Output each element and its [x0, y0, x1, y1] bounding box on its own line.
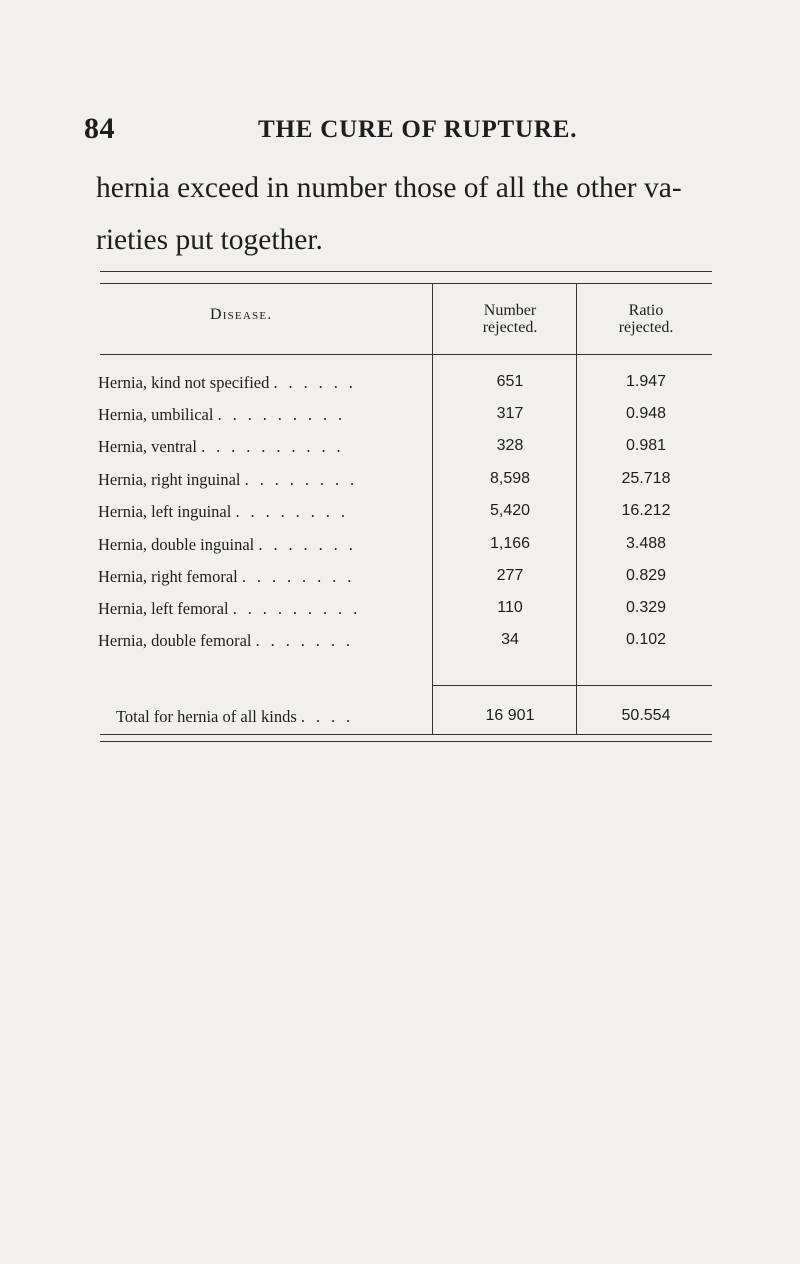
number-header-line-2: rejected.	[482, 319, 538, 336]
row-label: Hernia, double femoral . . . . . . .	[98, 631, 354, 650]
total-label: Total for hernia of all kinds . . . .	[116, 707, 354, 726]
row-number: 8,598	[489, 470, 531, 487]
row-label: Hernia, right inguinal . . . . . . . .	[98, 470, 358, 489]
table-row	[0, 631, 800, 657]
body-line-2: rieties put together.	[96, 224, 323, 256]
row-number: 110	[497, 599, 523, 616]
body-line-1: hernia exceed in number those of all the other va-	[96, 172, 682, 204]
total-number: 16 901	[485, 707, 535, 724]
row-label: Hernia, left inguinal . . . . . . . .	[98, 502, 349, 521]
row-number: 651	[496, 373, 524, 390]
row-label: Hernia, ventral . . . . . . . . . .	[98, 437, 345, 456]
row-label: Hernia, double inguinal . . . . . . .	[98, 535, 357, 554]
ratio-header-line-1: Ratio	[628, 302, 664, 319]
ratio-header-line-2: rejected.	[618, 319, 674, 336]
table-row	[0, 599, 800, 625]
table-bottom-rule-2	[100, 741, 712, 742]
table-row	[0, 567, 800, 593]
disease-column-header: Disease.	[210, 306, 273, 323]
row-ratio: 0.981	[625, 437, 667, 454]
table-row	[0, 470, 800, 496]
table-row	[0, 405, 800, 431]
table-top-rule	[100, 271, 712, 272]
row-number: 1,166	[489, 535, 531, 552]
row-ratio: 3.488	[625, 535, 667, 552]
table-row	[0, 535, 800, 561]
table-bottom-rule	[100, 734, 712, 735]
total-row	[0, 707, 800, 733]
row-label: Hernia, umbilical . . . . . . . . .	[98, 405, 346, 424]
row-number: 317	[496, 405, 524, 422]
page-number: 84	[84, 112, 115, 145]
row-ratio: 0.329	[625, 599, 667, 616]
table-row	[0, 437, 800, 463]
row-number: 34	[501, 631, 519, 648]
row-label: Hernia, left femoral . . . . . . . . .	[98, 599, 361, 618]
row-number: 5,420	[489, 502, 531, 519]
total-rule	[432, 685, 712, 686]
row-ratio: 0.102	[625, 631, 667, 648]
header-underline	[100, 354, 712, 355]
row-ratio: 25.718	[621, 470, 671, 487]
row-label: Hernia, kind not specified . . . . . .	[98, 373, 357, 392]
table-row	[0, 373, 800, 399]
row-number: 277	[496, 567, 524, 584]
row-label: Hernia, right femoral . . . . . . . .	[98, 567, 355, 586]
ratio-column-header	[578, 302, 714, 336]
table-row	[0, 502, 800, 528]
running-head: THE CURE OF RUPTURE.	[258, 116, 578, 143]
number-header-line-1: Number	[483, 302, 537, 319]
row-number: 328	[496, 437, 524, 454]
row-ratio: 0.829	[625, 567, 667, 584]
table-top-rule-2	[100, 283, 712, 284]
total-ratio: 50.554	[621, 707, 671, 724]
row-ratio: 0.948	[625, 405, 667, 422]
number-column-header	[445, 302, 575, 336]
row-ratio: 16.212	[621, 502, 671, 519]
row-ratio: 1.947	[625, 373, 667, 390]
